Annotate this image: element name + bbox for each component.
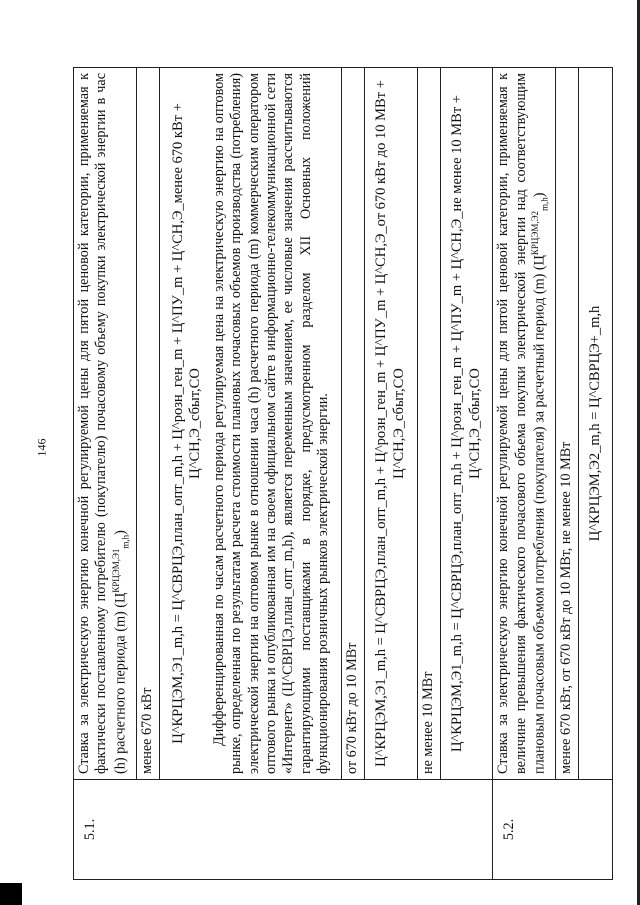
formula: Ц^КРЦЭМ,Э2_m,h = Ц^СВРЦЭ+_m,h bbox=[578, 68, 612, 780]
row-number: 5.2. bbox=[493, 780, 613, 880]
row-5-1-heading bbox=[74, 68, 137, 880]
rotated-table-wrapper bbox=[73, 68, 613, 880]
row-number: 5.1. bbox=[74, 780, 493, 880]
formula-description-row bbox=[159, 68, 341, 880]
row-5-2-heading bbox=[493, 68, 556, 880]
page-number: 146 bbox=[34, 438, 49, 457]
formula: Ц^КРЦЭМ,Э1_m,h = Ц^СВРЦЭ,план_опт_m,h + Ц^розн_ген_m + Ц^ПУ_m + Ц^СН,Э_менее 670 кВт + Ц^СН,Э_сбыт,СО bbox=[169, 103, 204, 744]
subcategory-label: менее 670 кВт bbox=[136, 68, 159, 780]
subcategory-row bbox=[417, 68, 440, 880]
formula: Ц^КРЦЭМ,Э1_m,h = Ц^СВРЦЭ,план_опт_m,h + Ц^розн_ген_m + Ц^ПУ_m + Ц^СН,Э_не менее 10 МВт + Ц^СН,Э_сбыт,СО bbox=[440, 68, 492, 780]
subcategory-label: от 670 кВт до 10 МВт bbox=[342, 68, 365, 780]
row-heading: Ставка за электрическую энергию конечной регулируемой цены для пятой ценовой категории, применяемая к величине превышения фактического почасового объема покупки электрической энергии над соответствующим плановым почасовым объемом потребления (покупателя) за расчетный период (m) $(Ц^{КРЦЭМ,Э2}_{m,h})$ bbox=[493, 68, 556, 780]
subcategory-row bbox=[555, 68, 578, 880]
description-text: Дифференцированная по часам расчетного периода регулируемая цена на электрическую энергию на оптовом рынке, определенная по результатам расчета стоимости плановых почасовых объемов производства (потребления) электрической энергии на оптовом рынке в отношении часа (h) расчетного периода (m) коммерческим оператором оптового рынка и опубликованная им на своем официальном сайте в информационно-телекоммуникационной сети «Интернет» (Ц^СВРЦЭ,план_опт_m,h), является переменным значением, ее числовые значения рассчитываются гарантирующими поставщиками в порядке, предусмотренном разделом XII Основных положений функционирования розничных рынков электрической энергии. bbox=[211, 73, 331, 774]
scan-corner-mark bbox=[0, 883, 22, 905]
formula-row bbox=[578, 68, 612, 880]
tariff-table bbox=[73, 67, 613, 880]
subcategory-label: менее 670 кВт, от 670 кВт до 10 МВт, не менее 10 МВт bbox=[555, 68, 578, 780]
formula-row bbox=[365, 68, 417, 880]
subcategory-row bbox=[342, 68, 365, 880]
formula: Ц^КРЦЭМ,Э1_m,h = Ц^СВРЦЭ,план_опт_m,h + Ц^розн_ген_m + Ц^ПУ_m + Ц^СН,Э_от 670 кВт до 10 МВт + Ц^СН,Э_сбыт,СО bbox=[365, 68, 417, 780]
subcategory-label: не менее 10 МВт bbox=[417, 68, 440, 780]
subcategory-row bbox=[136, 68, 159, 880]
formula-row bbox=[440, 68, 492, 880]
row-heading: Ставка за электрическую энергию конечной регулируемой цены для пятой ценовой категории, применяемая к фактически поставленному потребителю (покупателю) почасовому объему покупки электрической энергии в час (h) расчетного периода (m) $(Ц^{КРЦЭМ,Э1}_{m,h})$ bbox=[74, 68, 137, 780]
